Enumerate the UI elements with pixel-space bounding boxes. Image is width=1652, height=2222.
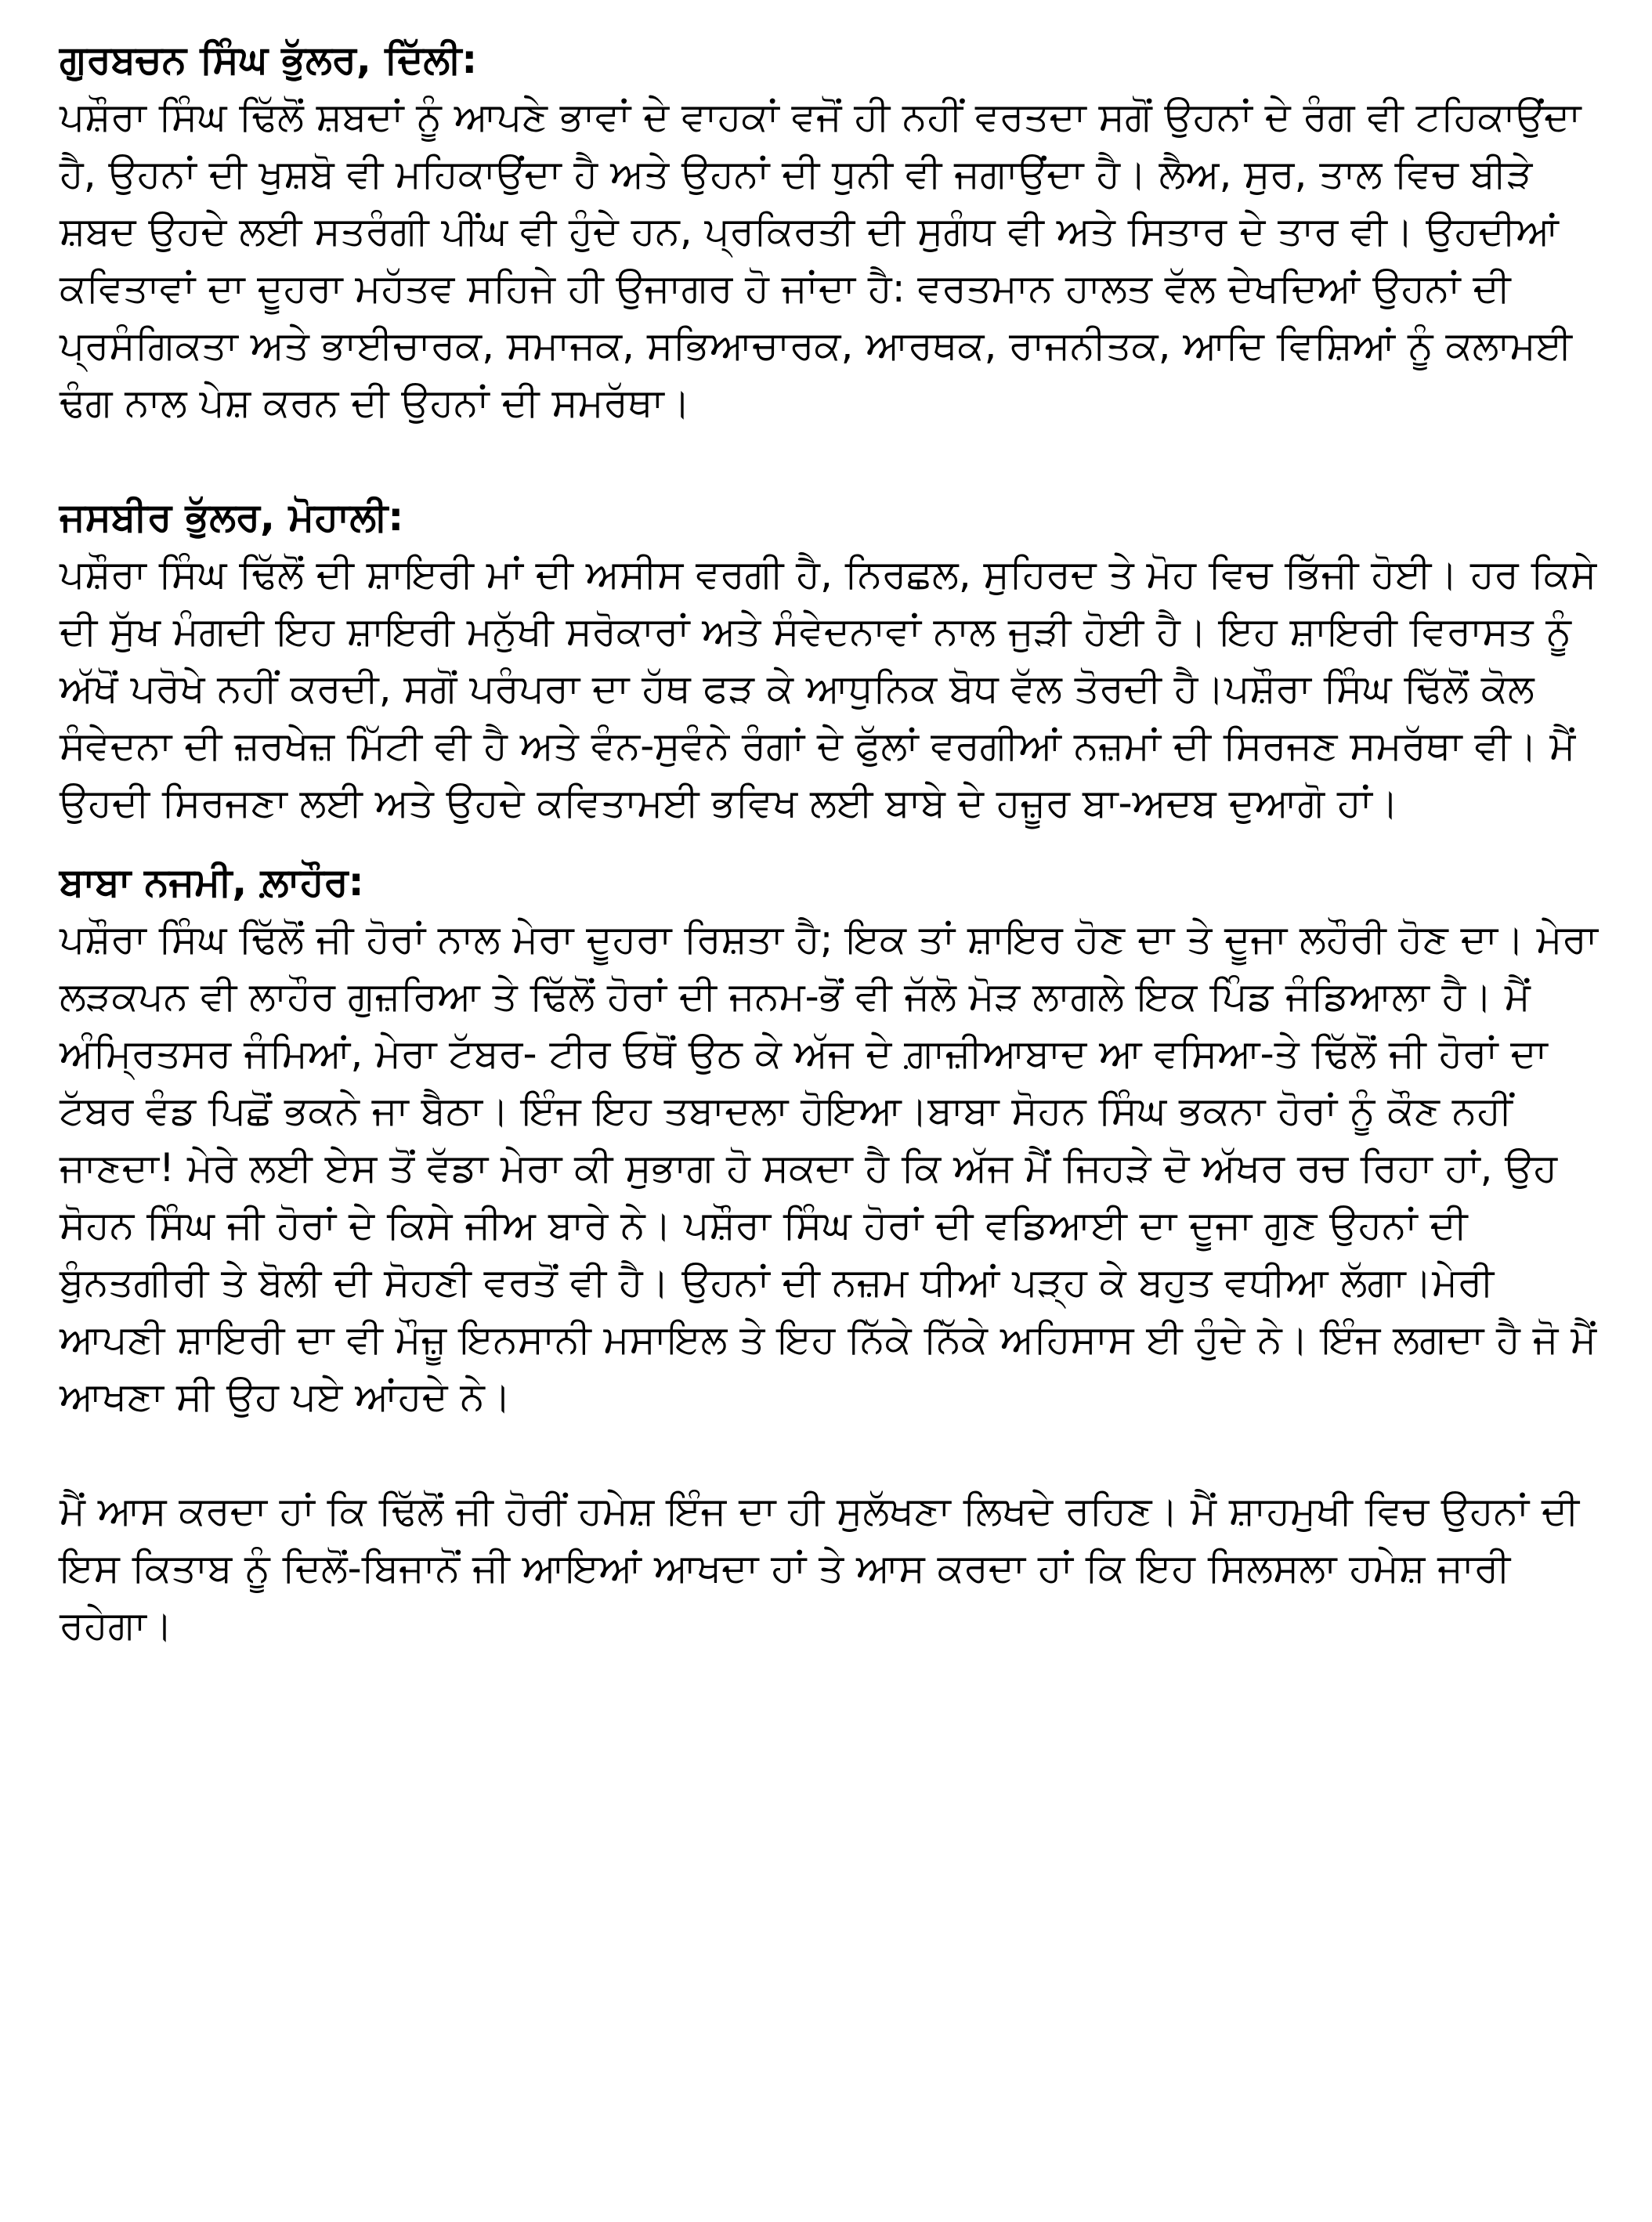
section-paragraph-jasbir: ਪਸ਼ੌਰਾ ਸਿੰਘ ਢਿੱਲੋਂ ਦੀ ਸ਼ਾਇਰੀ ਮਾਂ ਦੀ ਅਸੀਸ ਵਰਗੀ ਹੈ, ਨਿਰਛਲ, ਸੁਹਿਰਦ ਤੇ ਮੋਹ ਵਿਚ ਭਿੱਜੀ ਹੋਈ। ਹਰ ਕਿਸੇ ਦੀ ਸੁੱਖ ਮੰਗਦੀ ਇਹ ਸ਼ਾਇਰੀ ਮਨੁੱਖੀ ਸਰੋਕਾਰਾਂ ਅਤੇ ਸੰਵੇਦਨਾਵਾਂ ਨਾਲ ਜੁੜੀ ਹੋਈ ਹੈ। ਇਹ ਸ਼ਾਇਰੀ ਵਿਰਾਸਤ ਨੂੰ ਅੱਖੋਂ ਪਰੋਖੇ ਨਹੀਂ ਕਰਦੀ, ਸਗੋਂ ਪਰੰਪਰਾ ਦਾ ਹੱਥ ਫੜ ਕੇ ਆਧੁਨਿਕ ਬੋਧ ਵੱਲ ਤੋਰਦੀ ਹੈ।ਪਸ਼ੌਰਾ ਸਿੰਘ ਢਿੱਲੋਂ ਕੋਲ ਸੰਵੇਦਨਾ ਦੀ ਜ਼ਰਖੇਜ਼ ਮਿੱਟੀ ਵੀ ਹੈ ਅਤੇ ਵੰਨ-ਸੁਵੰਨੇ ਰੰਗਾਂ ਦੇ ਫੁੱਲਾਂ ਵਰਗੀਆਂ ਨਜ਼ਮਾਂ ਦੀ ਸਿਰਜਣ ਸਮਰੱਥਾ ਵੀ। ਮੈਂ ਉਹਦੀ ਸਿਰਜਣਾ ਲਈ ਅਤੇ ਉਹਦੇ ਕਵਿਤਾਮਈ ਭਵਿਖ ਲਈ ਬਾਬੇ ਦੇ ਹਜ਼ੂਰ ਬਾ-ਅਦਬ ਦੁਆਗੋ ਹਾਂ। [60, 551, 1597, 826]
section-spacer [60, 432, 1610, 489]
section-heading-jasbir: ਜਸਬੀਰ ਭੁੱਲਰ, ਮੋਹਾਲੀ: [60, 494, 404, 540]
section-spacer [60, 1425, 1610, 1483]
section-heading-baba-najmi: ਬਾਬਾ ਨਜਮੀ, ਲ਼ਾਹੌਰ: [60, 859, 364, 905]
closing-paragraph: ਮੈਂ ਆਸ ਕਰਦਾ ਹਾਂ ਕਿ ਢਿੱਲੋਂ ਜੀ ਹੋਰੀਂ ਹਮੇਸ਼ ਇੰਜ ਦਾ ਹੀ ਸੁਲੱਖਣਾ ਲਿਖਦੇ ਰਹਿਣ। ਮੈਂ ਸ਼ਾਹਮੁਖੀ ਵਿਚ ਉਹਨਾਂ ਦੀ ਇਸ ਕਿਤਾਬ ਨੂੰ ਦਿਲੋਂ-ਬਿਜਾਨੋਂ ਜੀ ਆਇਆਂ ਆਖਦਾ ਹਾਂ ਤੇ ਆਸ ਕਰਦਾ ਹਾਂ ਕਿ ਇਹ ਸਿਲਸਲਾ ਹਮੇਸ਼ ਜਾਰੀ ਰਹੇਗਾ। [60, 1488, 1580, 1648]
document-page [60, 31, 1610, 1654]
section-heading-gurbachan: ਗੁਰਬਚਨ ਸਿੰਘ ਭੁੱਲਰ, ਦਿੱਲੀ: [60, 37, 478, 82]
section-paragraph-gurbachan: ਪਸ਼ੌਰਾ ਸਿੰਘ ਢਿੱਲੋਂ ਸ਼ਬਦਾਂ ਨੂੰ ਆਪਣੇ ਭਾਵਾਂ ਦੇ ਵਾਹਕਾਂ ਵਜੋਂ ਹੀ ਨਹੀਂ ਵਰਤਦਾ ਸਗੋਂ ਉਹਨਾਂ ਦੇ ਰੰਗ ਵੀ ਟਹਿਕਾਉਂਦਾ ਹੈ, ਉਹਨਾਂ ਦੀ ਖੁਸ਼ਬੋ ਵੀ ਮਹਿਕਾਉਂਦਾ ਹੈ ਅਤੇ ਉਹਨਾਂ ਦੀ ਧੁਨੀ ਵੀ ਜਗਾਉਂਦਾ ਹੈ। ਲੈਅ, ਸੁਰ, ਤਾਲ ਵਿਚ ਬੀੜੇ ਸ਼ਬਦ ਉਹਦੇ ਲਈ ਸਤਰੰਗੀ ਪੀਂਘ ਵੀ ਹੁੰਦੇ ਹਨ, ਪ੍ਰਕਿਰਤੀ ਦੀ ਸੁਗੰਧ ਵੀ ਅਤੇ ਸਿਤਾਰ ਦੇ ਤਾਰ ਵੀ। ਉਹਦੀਆਂ ਕਵਿਤਾਵਾਂ ਦਾ ਦੂਹਰਾ ਮਹੱਤਵ ਸਹਿਜੇ ਹੀ ਉਜਾਗਰ ਹੋ ਜਾਂਦਾ ਹੈ: ਵਰਤਮਾਨ ਹਾਲਤ ਵੱਲ ਦੇਖਦਿਆਂ ਉਹਨਾਂ ਦੀ ਪ੍ਰਸੰਗਿਕਤਾ ਅਤੇ ਭਾਈਚਾਰਕ, ਸਮਾਜਕ, ਸਭਿਆਚਾਰਕ, ਆਰਥਕ, ਰਾਜਨੀਤਕ, ਆਦਿ ਵਿਸ਼ਿਆਂ ਨੂੰ ਕਲਾਮਈ ਢੰਗ ਨਾਲ ਪੇਸ਼ ਕਰਨ ਦੀ ਉਹਨਾਂ ਦੀ ਸਮਰੱਥਾ। [60, 94, 1582, 425]
section-spacer [60, 832, 1610, 854]
section-paragraph-baba-najmi: ਪਸ਼ੌਰਾ ਸਿੰਘ ਢਿੱਲੋਂ ਜੀ ਹੋਰਾਂ ਨਾਲ ਮੇਰਾ ਦੂਹਰਾ ਰਿਸ਼ਤਾ ਹੈ; ਇਕ ਤਾਂ ਸ਼ਾਇਰ ਹੋਣ ਦਾ ਤੇ ਦੂਜਾ ਲਹੌਰੀ ਹੋਣ ਦਾ। ਮੇਰਾ ਲੜਕਪਨ ਵੀ ਲਾਹੌਰ ਗੁਜ਼ਰਿਆ ਤੇ ਢਿੱਲੋਂ ਹੋਰਾਂ ਦੀ ਜਨਮ-ਭੋਂ ਵੀ ਜੱਲੋ ਮੋੜ ਲਾਗਲੇ ਇਕ ਪਿੰਡ ਜੰਡਿਆਲਾ ਹੈ। ਮੈਂ ਅੰਮ੍ਰਿਤਸਰ ਜੰਮਿਆਂ, ਮੇਰਾ ਟੱਬਰ- ਟੀਰ ਓਥੋਂ ਉਠ ਕੇ ਅੱਜ ਦੇ ਗ਼ਾਜ਼ੀਆਬਾਦ ਆ ਵਸਿਆ-ਤੇ ਢਿੱਲੋਂ ਜੀ ਹੋਰਾਂ ਦਾ ਟੱਬਰ ਵੰਡ ਪਿਛੋਂ ਭਕਨੇ ਜਾ ਬੈਠਾ। ਇੰਜ ਇਹ ਤਬਾਦਲਾ ਹੋਇਆ।ਬਾਬਾ ਸੋਹਨ ਸਿੰਘ ਭਕਨਾ ਹੋਰਾਂ ਨੂੰ ਕੌਣ ਨਹੀਂ ਜਾਣਦਾ! ਮੇਰੇ ਲਈ ਏਸ ਤੋਂ ਵੱਡਾ ਮੇਰਾ ਕੀ ਸੁਭਾਗ ਹੋ ਸਕਦਾ ਹੈ ਕਿ ਅੱਜ ਮੈਂ ਜਿਹੜੇ ਦੋ ਅੱਖਰ ਰਚ ਰਿਹਾ ਹਾਂ, ਉਹ ਸੋਹਨ ਸਿੰਘ ਜੀ ਹੋਰਾਂ ਦੇ ਕਿਸੇ ਜੀਅ ਬਾਰੇ ਨੇ। ਪਸ਼ੌਰਾ ਸਿੰਘ ਹੋਰਾਂ ਦੀ ਵਡਿਆਈ ਦਾ ਦੂਜਾ ਗੁਣ ਉਹਨਾਂ ਦੀ ਬੁੰਨਤਗੀਰੀ ਤੇ ਬੋਲੀ ਦੀ ਸੋਹਣੀ ਵਰਤੋਂ ਵੀ ਹੈ। ਉਹਨਾਂ ਦੀ ਨਜ਼ਮ ਧੀਆਂ ਪੜ੍ਹ ਕੇ ਬਹੁਤ ਵਧੀਆ ਲੱਗਾ।ਮੇਰੀ ਆਪਣੀ ਸ਼ਾਇਰੀ ਦਾ ਵੀ ਮੌਜ਼ੂ ਇਨਸਾਨੀ ਮਸਾਇਲ ਤੇ ਇਹ ਨਿੱਕੇ ਨਿੱਕੇ ਅਹਿਸਾਸ ਈ ਹੁੰਦੇ ਨੇ। ਇੰਜ ਲਗਦਾ ਹੈ ਜੋ ਮੈਂ ਆਖਣਾ ਸੀ ਉਹ ਪਏ ਆਂਹਦੇ ਨੇ। [60, 916, 1598, 1419]
